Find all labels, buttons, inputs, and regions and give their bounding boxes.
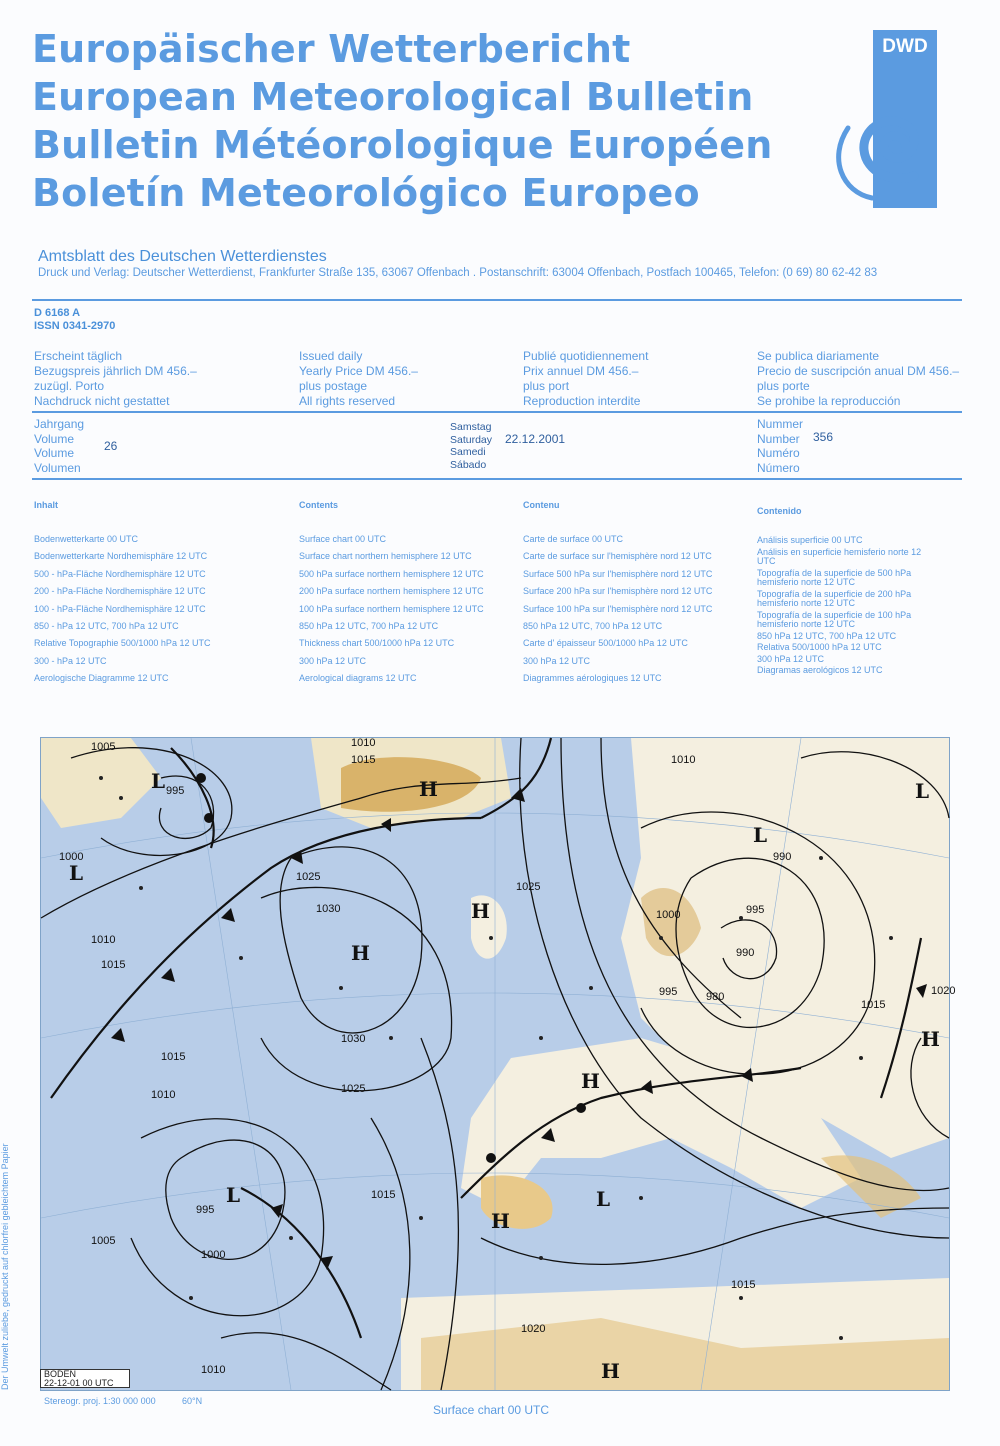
- day-label: Sábado: [450, 458, 487, 471]
- subscription-en: [299, 349, 418, 409]
- toc-item: 850 hPa 12 UTC, 700 hPa 12 UTC: [523, 621, 663, 632]
- isobar-label: 1000: [656, 909, 681, 921]
- day-labels: [450, 421, 492, 471]
- isobar-label: 1010: [351, 737, 376, 749]
- toc-item: 300 - hPa 12 UTC: [34, 655, 107, 666]
- stamp-line: 22-12-01 00 UTC: [44, 1378, 114, 1388]
- isobar-label: 1025: [296, 871, 321, 883]
- publisher-info: Druck und Verlag: Deutscher Wetterdienst, Frankfurter Straße 135, 63067 Offenbach . Postanschrift: 63004 Offenbach, Postfach 100465, Telefon: (0 69) 80 62-42 83: [38, 267, 878, 279]
- toc-en: [299, 531, 484, 688]
- high-pressure-label: H: [921, 1027, 940, 1051]
- isobar-label: 1005: [91, 1235, 116, 1247]
- toc-item: Bodenwetterkarte 00 UTC: [34, 534, 139, 544]
- dwd-spiral-icon: [818, 88, 968, 208]
- logo-text: DWD: [882, 36, 928, 57]
- toc-item: Diagrammes aérologiques 12 UTC: [523, 673, 662, 684]
- toc-item: Relativa 500/1000 hPa 12 UTC: [757, 642, 882, 652]
- toc-heading-fr: Contenu: [523, 500, 560, 510]
- sub-es-line: Se prohibe la reproducción: [757, 394, 901, 408]
- high-pressure-label: H: [351, 941, 370, 965]
- toc-item: Topografía de la superficie de 200 hPa hemisferio norte 12 UTC: [757, 588, 912, 608]
- sub-fr-line: Publié quotidiennement: [523, 349, 649, 363]
- toc-item: Surface 200 hPa sur l'hemisphère nord 12 UTC: [523, 586, 713, 597]
- toc-item: Carte de surface 00 UTC: [523, 534, 624, 544]
- toc-de: [34, 531, 210, 688]
- toc-item: 100 hPa surface northern hemisphere 12 UTC: [299, 603, 484, 614]
- toc-es: [757, 536, 927, 678]
- low-pressure-label: L: [226, 1183, 241, 1207]
- map-caption: Surface chart 00 UTC: [433, 1403, 550, 1417]
- toc-item: 500 - hPa-Fläche Nordhemisphäre 12 UTC: [34, 568, 206, 579]
- toc-item: 300 hPa 12 UTC: [299, 655, 367, 666]
- toc-heading-de: Inhalt: [34, 500, 58, 510]
- volume-label: Volume: [34, 431, 75, 446]
- toc-item: Surface chart 00 UTC: [299, 534, 387, 544]
- high-pressure-label: H: [471, 899, 490, 923]
- toc-item: Diagramas aerológicos 12 UTC: [757, 665, 883, 675]
- sub-de-line: zuzügl. Porto: [34, 379, 105, 393]
- isobar-label: 1015: [101, 959, 126, 971]
- toc-item: Surface 500 hPa sur l'hemisphère nord 12 UTC: [523, 568, 713, 579]
- isobar-label: 1015: [731, 1279, 756, 1291]
- side-note-text: Der Umwelt zuliebe, gedruckt auf chlorfrei gebleichtem Papier: [0, 1143, 10, 1390]
- toc-item: 850 hPa 12 UTC, 700 hPa 12 UTC: [757, 630, 897, 641]
- map-drawing: [41, 737, 956, 1390]
- isobar-label: 1020: [521, 1323, 546, 1335]
- subscription-fr: [523, 349, 648, 409]
- number-labels: [757, 417, 803, 475]
- date-value: 22.12.2001: [505, 432, 566, 446]
- isobar-label: 1015: [861, 999, 886, 1011]
- low-pressure-label: L: [915, 779, 930, 803]
- high-pressure-label: H: [491, 1209, 510, 1233]
- toc-item: 850 - hPa 12 UTC, 700 hPa 12 UTC: [34, 621, 179, 632]
- number-value: 356: [813, 430, 834, 444]
- sub-es-line: Se publica diariamente: [757, 349, 880, 363]
- isobar-label: 995: [166, 785, 185, 797]
- subscription-de: [34, 349, 197, 409]
- volume-value: 26: [104, 439, 118, 453]
- day-label: Samedi: [450, 446, 486, 458]
- divider: [32, 299, 962, 301]
- toc-item: Surface 100 hPa sur l'hemisphère nord 12 UTC: [523, 603, 713, 614]
- isobar-label: 1025: [516, 881, 541, 893]
- number-label: Nummer: [757, 417, 804, 431]
- isobar-label: 1030: [341, 1033, 366, 1045]
- toc-item: 100 - hPa-Fläche Nordhemisphäre 12 UTC: [34, 603, 206, 614]
- isobar-label: 1015: [371, 1189, 396, 1201]
- toc-item: Carte de surface sur l'hemisphère nord 12 UTC: [523, 551, 712, 562]
- divider: [32, 478, 962, 480]
- isobar-label: 990: [773, 851, 792, 863]
- title-de: Europäischer Wetterbericht: [32, 27, 631, 71]
- sub-fr-line: Prix annuel DM 456.–: [523, 364, 639, 378]
- sub-en-line: Issued daily: [299, 349, 363, 363]
- isobar-label: 995: [659, 986, 678, 998]
- surface-weather-map: [40, 737, 956, 1391]
- sub-en-line: All rights reserved: [299, 394, 396, 408]
- chart-stamp: [40, 1369, 130, 1388]
- isobar-label: 980: [706, 991, 725, 1003]
- toc-item: Topografía de la superficie de 100 hPa hemisferio norte 12 UTC: [757, 609, 912, 629]
- low-pressure-label: L: [753, 823, 768, 847]
- volume-label: Volume: [34, 446, 75, 460]
- sub-de-line: Erscheint täglich: [34, 349, 123, 363]
- d-code: D 6168 A: [34, 307, 81, 319]
- sub-fr-line: plus port: [523, 379, 570, 393]
- toc-item: 300 hPa 12 UTC: [757, 653, 825, 664]
- divider: [32, 411, 962, 413]
- isobar-label: 1010: [671, 754, 696, 766]
- toc-fr: [523, 531, 712, 688]
- toc-item: 850 hPa 12 UTC, 700 hPa 12 UTC: [299, 621, 439, 632]
- isobar-label: 1020: [931, 985, 956, 997]
- toc-item: Topografía de la superficie de 500 hPa hemisferio norte 12 UTC: [757, 567, 912, 587]
- toc-item: 300 hPa 12 UTC: [523, 655, 591, 666]
- low-pressure-label: L: [596, 1187, 611, 1211]
- subtitle: Amtsblatt des Deutschen Wetterdienstes: [38, 248, 327, 265]
- number-label: Numéro: [757, 446, 800, 460]
- isobar-label: 1005: [91, 741, 116, 753]
- isobar-label: 1010: [151, 1089, 176, 1101]
- latitude-note: 60°N: [182, 1396, 203, 1406]
- isobar-label: 995: [196, 1204, 215, 1216]
- isobar-label: 1015: [161, 1051, 186, 1063]
- volume-label: Jahrgang: [34, 417, 85, 431]
- toc-item: Análisis en superficie hemisferio norte 12 UTC: [757, 546, 922, 566]
- day-label: Saturday: [450, 433, 493, 446]
- title-en: European Meteorological Bulletin: [32, 75, 754, 119]
- side-note: [0, 1060, 12, 1390]
- stamp-line: BODEN: [44, 1369, 77, 1379]
- toc-item: Relative Topographie 500/1000 hPa 12 UTC: [34, 638, 211, 649]
- subscription-es: [757, 349, 959, 409]
- day-label: Samstag: [450, 421, 492, 433]
- toc-item: Carte d' épaisseur 500/1000 hPa 12 UTC: [523, 638, 688, 649]
- toc-item: Thickness chart 500/1000 hPa 12 UTC: [299, 638, 455, 649]
- toc-item: Surface chart northern hemisphere 12 UTC: [299, 551, 472, 562]
- toc-item: Aerologische Diagramme 12 UTC: [34, 673, 169, 684]
- high-pressure-label: H: [581, 1069, 600, 1093]
- sub-es-line: Precio de suscripción anual DM 456.–: [757, 364, 960, 378]
- title-es: Boletín Meteorológico Europeo: [32, 171, 700, 215]
- high-pressure-label: H: [419, 777, 438, 801]
- isobar-label: 995: [746, 904, 765, 916]
- isobar-label: 1015: [351, 754, 376, 766]
- volume-label: Volumen: [34, 460, 81, 475]
- sub-de-line: Nachdruck nicht gestattet: [34, 394, 170, 408]
- sub-en-line: Yearly Price DM 456.–: [299, 364, 418, 378]
- title-fr: Bulletin Météorologique Européen: [32, 123, 773, 167]
- isobar-label: 1030: [316, 903, 341, 915]
- volume-labels: [34, 417, 84, 475]
- toc-item: 500 hPa surface northern hemisphere 12 UTC: [299, 568, 484, 579]
- toc-item: 200 - hPa-Fläche Nordhemisphäre 12 UTC: [34, 586, 206, 597]
- toc-heading-es: Contenido: [757, 506, 802, 516]
- sub-de-line: Bezugspreis jährlich DM 456.–: [34, 364, 197, 378]
- isobar-label: 1000: [201, 1249, 226, 1261]
- low-pressure-label: L: [151, 769, 166, 793]
- toc-item: 200 hPa surface northern hemisphere 12 UTC: [299, 586, 484, 597]
- sub-fr-line: Reproduction interdite: [523, 394, 641, 408]
- isobar-label: 1010: [91, 934, 116, 946]
- low-pressure-label: L: [69, 861, 84, 885]
- isobar-label: 1025: [341, 1083, 366, 1095]
- isobar-label: 1010: [201, 1364, 226, 1376]
- sub-es-line: plus porte: [757, 379, 810, 393]
- sub-en-line: plus postage: [299, 379, 368, 393]
- toc-item: Análisis superficie 00 UTC: [757, 535, 863, 545]
- number-label: Number: [757, 431, 800, 446]
- toc-item: Aerological diagrams 12 UTC: [299, 673, 417, 684]
- issn-code: ISSN 0341-2970: [34, 320, 116, 332]
- projection-note: Stereogr. proj. 1:30 000 000: [44, 1396, 156, 1406]
- number-label: Número: [757, 460, 800, 475]
- isobar-label: 1000: [59, 851, 84, 863]
- toc-item: Bodenwetterkarte Nordhemisphäre 12 UTC: [34, 551, 208, 562]
- isobar-label: 990: [736, 947, 755, 959]
- high-pressure-label: H: [601, 1359, 620, 1383]
- toc-heading-en: Contents: [299, 500, 338, 510]
